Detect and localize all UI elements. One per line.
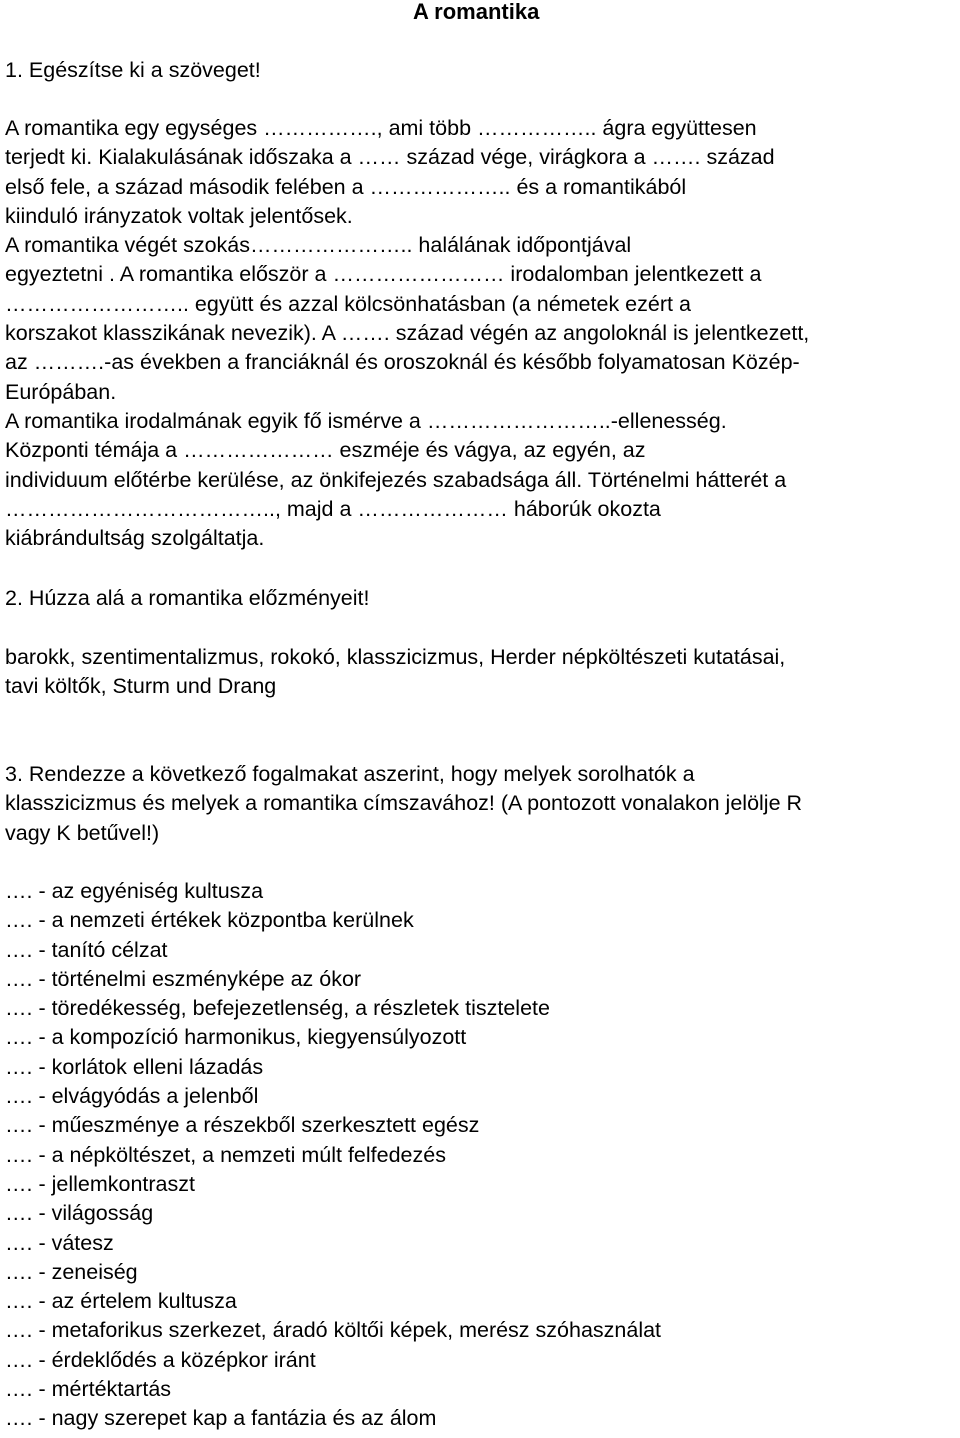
concept-item: …. - vátesz [5,1230,114,1255]
q2-line: tavi költők, Sturm und Drang [5,674,277,699]
q3-line: klasszicizmus és melyek a romantika címszavához! (A pontozott vonalakon jelölje R [5,791,803,816]
concept-item: …. - az egyéniség kultusza [5,879,264,903]
question-3-text [5,760,802,848]
q1-line: első fele, a század második felében a ……………….. és a romantikából [5,174,687,199]
concept-item: …. - a nemzeti értékek központba kerülnek [5,908,414,933]
q1-line: egyeztetni . A romantika először a …………………… irodalomban jelentkezett a [5,262,762,287]
q3-line: vagy K betűvel!) [5,820,160,845]
q1-line: korszakot klasszikának nevezik). A ……. század végén az angoloknál is jelentkezett, [5,321,810,346]
q1-line: individuum előtérbe kerülése, az önkifejezés szabadsága áll. Történelmi hátterét a [5,467,787,492]
q1-line: kiinduló irányzatok voltak jelentősek. [5,203,353,228]
concept-item: …. - mértéktartás [5,1377,172,1402]
q3-line: 3. Rendezze a következő fogalmakat aszerint, hogy melyek sorolhatók a [5,762,695,786]
q1-line: Európában. [5,379,117,404]
page-title: A romantika [413,0,540,24]
question-1-heading: 1. Egészítse ki a szöveget! [5,58,261,82]
question-2-text [5,643,785,702]
concept-item: …. - érdeklődés a középkor iránt [5,1347,316,1372]
concept-item: …. - töredékesség, befejezetlenség, a részletek tisztelete [5,996,550,1021]
concept-item: …. - nagy szerepet kap a fantázia és az álom [5,1406,437,1431]
q1-line: kiábrándultság szolgáltatja. [5,526,265,551]
q1-line: …………………….. együtt és azzal kölcsönhatásban (a németek ezért a [5,291,691,316]
concept-item: …. - jellemkontraszt [5,1171,195,1196]
concept-item: …. - a népköltészet, a nemzeti múlt felfedezés [5,1142,446,1167]
question-3-items [5,877,661,1434]
q1-line: A romantika végét szokás………………….. halálának időpontjával [5,233,632,258]
concept-item: …. - műeszménye a részekből szerkesztett egész [5,1113,480,1138]
concept-item: …. - az értelem kultusza [5,1289,237,1314]
q1-line: A romantika irodalmának egyik fő ismérve a ……………………..-ellenesség. [5,408,727,433]
question-2-heading: 2. Húzza alá a romantika előzményeit! [5,586,370,610]
q1-line: ……………………………….., majd a ………………… háborúk okozta [5,496,661,521]
q1-line: A romantika egy egységes ……………., ami több …………….. ágra együttesen [5,116,757,140]
question-1-text [5,114,809,553]
concept-item: …. - zeneiség [5,1259,138,1284]
concept-item: …. - a kompozíció harmonikus, kiegyensúlyozott [5,1025,467,1050]
q1-line: terjedt ki. Kialakulásának időszaka a …… század vége, virágkora a ……. század [5,145,775,170]
concept-item: …. - metaforikus szerkezet, áradó költői képek, merész szóhasználat [5,1318,662,1343]
q2-line: barokk, szentimentalizmus, rokokó, klasszicizmus, Herder népköltészeti kutatásai, [5,645,786,669]
concept-item: …. - korlátok elleni lázadás [5,1054,264,1079]
q1-line: az ……….-as években a franciáknál és oroszoknál és később folyamatosan Közép- [5,350,800,375]
concept-item: …. - világosság [5,1201,154,1226]
q1-line: Központi témája a ………………… eszméje és vágya, az egyén, az [5,438,646,463]
concept-item: …. - történelmi eszményképe az ókor [5,966,362,991]
concept-item: …. - tanító célzat [5,937,168,962]
concept-item: …. - elvágyódás a jelenből [5,1084,259,1109]
